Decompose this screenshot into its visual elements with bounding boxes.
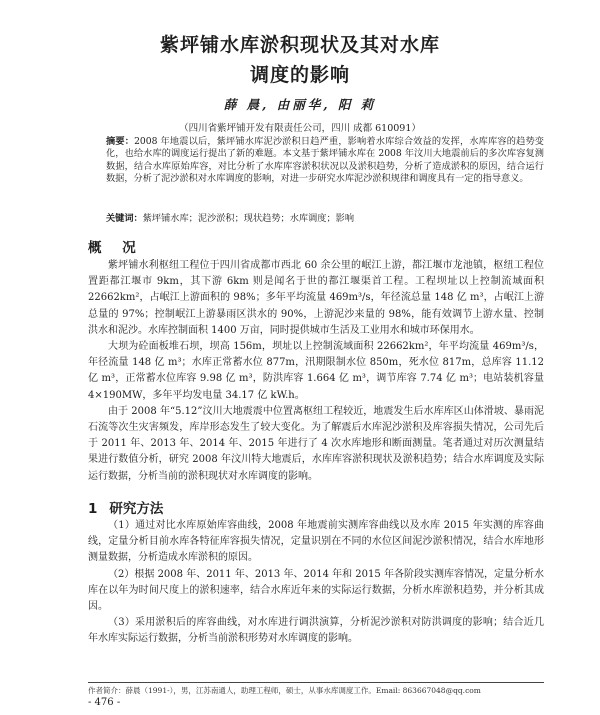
keywords-text: 紫坪铺水库；泥沙淤积；现状趋势；水库调度；影响 <box>142 213 355 224</box>
keywords-label: 关键词： <box>106 213 143 224</box>
abstract-text: 2008 年地震以后，紫坪铺水库泥沙淤积日趋严重，影响着水库综合效益的发挥，水库库容的趋势变化，也给水库的调度运行提出了新的难题。本文基于紫坪铺水库在 2008 年汶川大地震前后的多次库容复测数据，结合水库原始库容，对比分析了水库库容淤积状况以及淤积趋势，分析了造成淤积的原因，结合运行数据，分析了泥沙淤积对水库调度的影响，对进一步研究水库泥沙淤积规律和调度具有一定的指导意义。 <box>106 136 544 185</box>
paragraph: （1）通过对比水库原始库容曲线，2008 年地震前实测库容曲线以及水库 2015 年实测的库容曲线，定量分析目前水库各特征库容损失情况，定量识别在不同的水位区间泥沙淤积情况，结合水库地形测量数据，分析造成水库淤积的原因。 <box>88 520 544 564</box>
paper-title-line-2: 调度的影响 <box>249 64 350 86</box>
section-overview-body <box>88 258 544 485</box>
section-heading-methods <box>88 497 163 517</box>
author-footnote: 作者简介：薛晨（1991-），男，江苏南通人，助理工程师，硕士，从事水库调度工作。Email: 863667048@qq.com <box>88 686 481 695</box>
paragraph: （3）采用淤积后的库容曲线，对水库进行调洪演算，分析泥沙淤积对防洪调度的影响；结合近几年水库实际运行数据，分析当前淤积形势对水库调度的影响。 <box>88 617 544 645</box>
footnote-divider <box>88 682 544 683</box>
paragraph: 紫坪铺水利枢纽工程位于四川省成都市西北 60 余公里的岷江上游，都江堰市龙池镇，枢纽工程位置距都江堰市 9km，其下游 6km 则是闻名于世的都江堰渠首工程。工程坝址以上控制流域面积 22662km²，占岷江上游面积的 98%；多年平均流量 469m³/s，年径流总量 148 亿 m³，占岷江上游总量的 97%；控制岷江上游暴雨区洪水的 90%，上游泥沙来量的 98%，能有效调节上游水量、控制洪水和泥沙。水库控制面积 1400 万亩，同时提供城市生活及工业用水和城市环保用水。 <box>88 260 544 336</box>
section-number: 1 <box>88 501 98 517</box>
paragraph: （2）根据 2008 年、2011 年、2013 年、2014 年和 2015 年各阶段实测库容情况，定量分析水库在以年为时间尺度上的淤积速率，结合水库近年来的实际运行数据，分析水库淤积趋势，并分析其成因。 <box>88 568 544 613</box>
paper-title-line-1: 紫坪铺水库淤积现状及其对水库 <box>159 34 440 56</box>
section-title: 研究方法 <box>109 501 164 517</box>
keywords <box>106 210 544 224</box>
affiliation: （四川省紫坪铺开发有限责任公司，四川 成都 610091） <box>179 123 421 134</box>
abstract-label: 摘要： <box>106 136 135 147</box>
abstract <box>106 136 544 186</box>
paragraph: 大坝为砼面板堆石坝，坝高 156m，坝址以上控制流域面积 22662km²，年平均流量 469m³/s，年径流量 148 亿 m³；水库正常蓄水位 877m，汛期限制水位 850m，死水位 817m，总库容 11.12 亿 m³，正常蓄水位库容 9.98 亿 m³，防洪库容 1.664 亿 m³，调节库容 7.74 亿 m³；电站装机容量 4×190MW，多年平均发电量 34.17 亿 kW.h。 <box>88 341 544 401</box>
page-number: - 476 - <box>88 697 121 708</box>
authors: 薛 晨, 由丽华, 阳 莉 <box>223 97 377 112</box>
paragraph: 由于 2008 年“5.12”汶川大地震震中位置离枢纽工程较近，地震发生后水库库区山体滑坡、暴雨泥石流等次生灾害频发，库岸形态发生了较大变化。为了解震后水库泥沙淤积及库容损失情况，公司先后于 2011 年、2013 年、2014 年、2015 年进行了 4 次水库地形和断面测量。笔者通过对历次测量结果进行数值分析，研究 2008 年汶川特大地震后，水库库容淤积现状及淤积趋势；结合水库调度及实际运行数据，分析当前的淤积现状对水库调度的影响。 <box>88 405 544 482</box>
section-methods-body <box>88 518 544 648</box>
section-heading-overview: 概 况 <box>88 240 144 256</box>
